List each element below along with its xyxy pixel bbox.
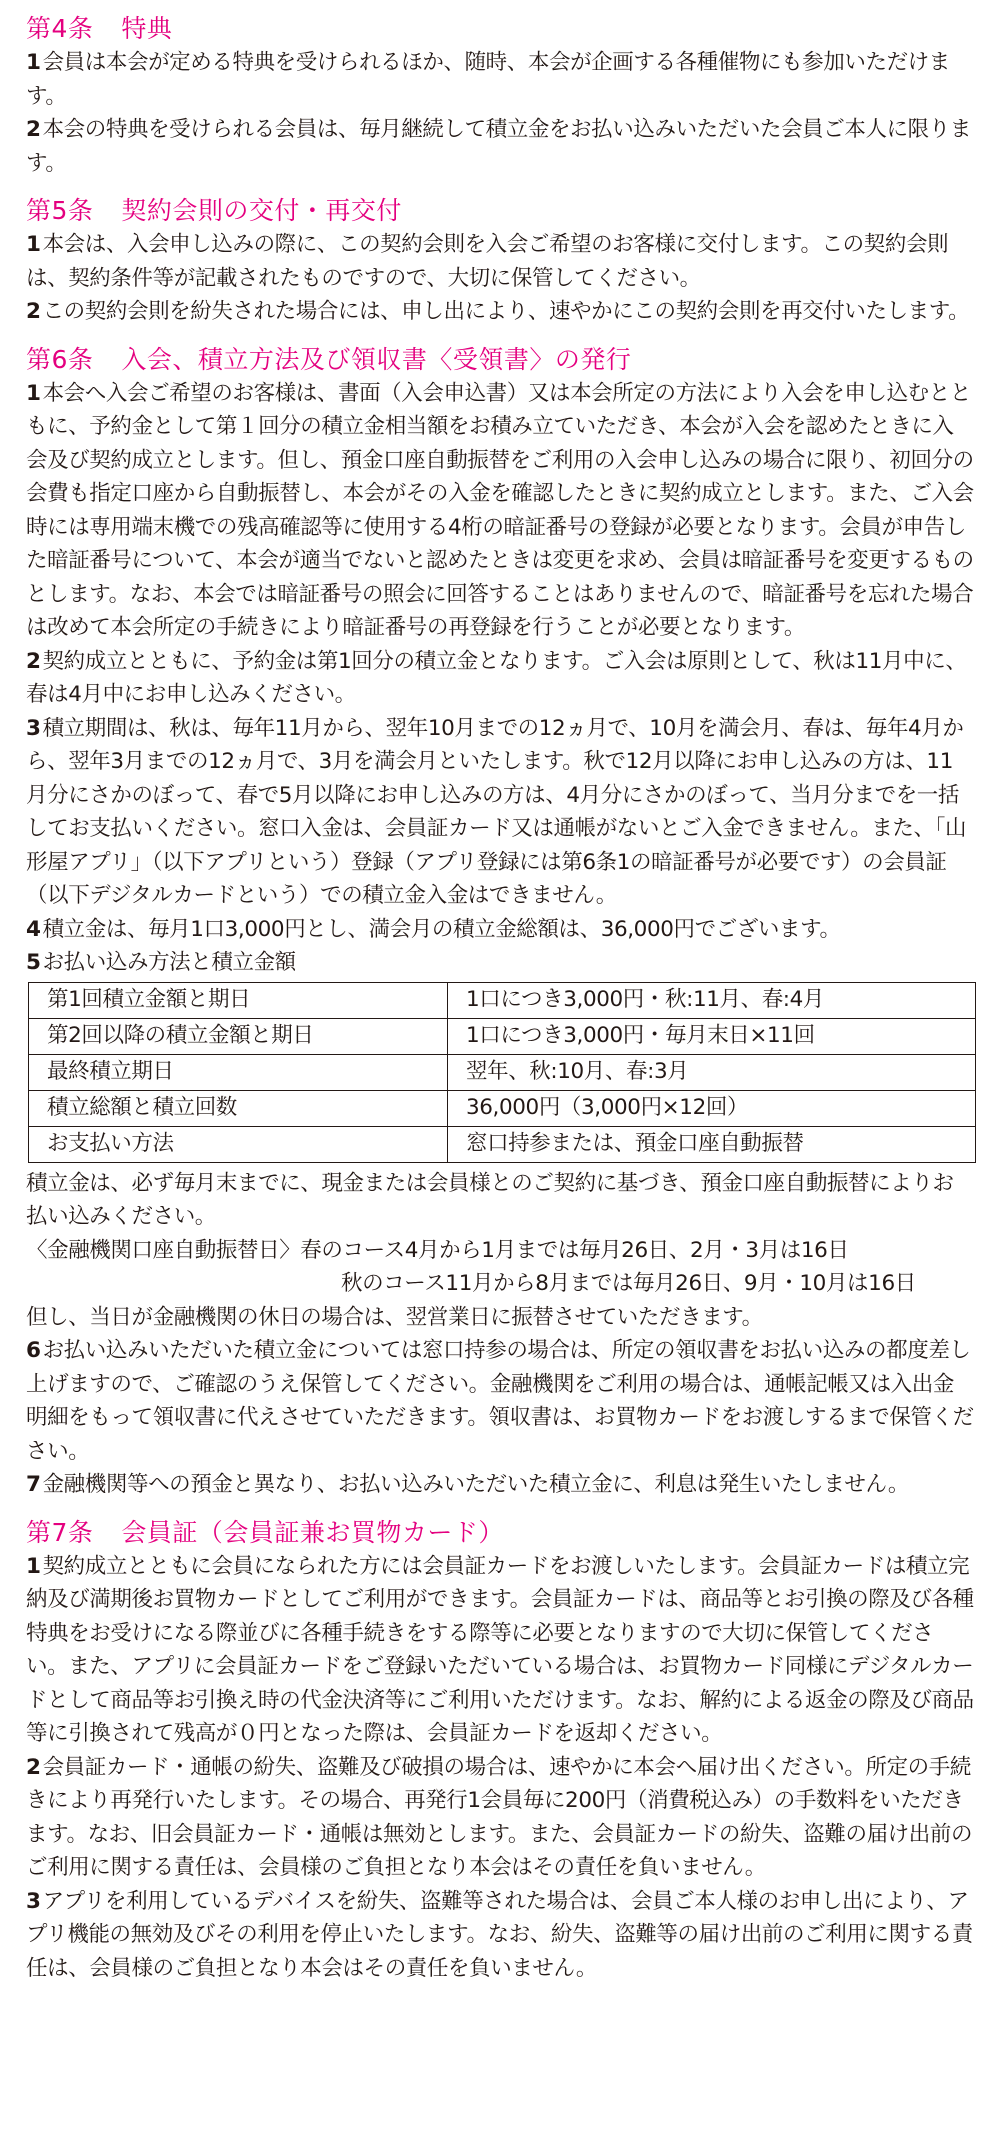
table-value: 36,000円（3,000円×12回） [448,1090,976,1126]
article-6-para-4: 4積立金は、毎月1口3,000円とし、満会月の積立金総額は、36,000円でございます。 [26,916,841,942]
payment-table [28,982,976,1163]
table-label: 第2回以降の積立金額と期日 [29,1018,448,1054]
article-6-para-7: 7金融機関等への預金と異なり、お払い込みいただいた積立金に、利息は発生いたしません。 [26,1472,909,1497]
article-4-para-2: 2本会の特典を受けられる会員は、毎月継続して積立金をお払い込みいただいた会員ご本人に限ります。 [26,117,971,176]
debit-schedule-autumn: 秋のコース11月から8月までは毎月26日、9月・10月は16日 [341,1271,916,1296]
article-7-title: 第7条 会員証（会員証兼お買物カード） [26,1517,504,1547]
table-value: 1口につき3,000円・毎月末日×11回 [448,1018,976,1054]
article-6 [26,343,974,1502]
article-4 [26,12,974,180]
table-label: 最終積立期日 [29,1054,448,1090]
article-5 [26,194,974,329]
debit-schedule-note: 但し、当日が金融機関の休日の場合は、翌営業日に振替させていただきます。 [26,1304,763,1330]
article-6-para-1: 1本会へ入会ご希望のお客様は、書面（入会申込書）又は本会所定の方法により入会を申し込むとともに、予約金として第１回分の積立金相当額をお積み立ていただき、本会が入会を認めたときに入会及び契約成立とします。但し、預金口座自動振替をご利用の入会申し込みの場合に限り、初回分の会費も指定口座から自動振替し、本会がその入金を確認したときに契約成立とします。また、ご入会時には専用端末機での残高確認等に使用する4桁の暗証番号の登録が必要となります。会員が申告した暗証番号について、本会が適当でないと認めたときは変更を求め、会員は暗証番号を変更するものとします。なお、本会では暗証番号の照会に回答することはありませんので、暗証番号を忘れた場合は改めて本会所定の手続きにより暗証番号の再登録を行うことが必要となります。 [26,380,974,640]
article-4-title: 第4条 特典 [26,14,173,43]
table-value: 1口につき3,000円・秋:11月、春:4月 [448,982,976,1018]
table-row [29,1126,976,1162]
table-label: お支払い方法 [29,1126,448,1162]
debit-schedule-spring: 〈金融機関口座自動振替日〉春のコース4月から1月までは毎月26日、2月・3月は16日 [26,1237,849,1263]
article-6-para-2: 2契約成立とともに、予約金は第1回分の積立金となります。ご入会は原則として、秋は11月中に、春は4月中にお申し込みください。 [26,648,967,707]
article-6-para-5: 5お払い込み方法と積立金額 [26,950,296,975]
article-7-para-1: 1契約成立とともに会員になられた方には会員証カードをお渡しいたします。会員証カードは積立完納及び満期後お買物カードとしてご利用ができます。会員証カードは、商品等とお引換の際及び各種特典をお受けになる際並びに各種手続きをする際等に必要となりますので大切に保管してください。また、アプリに会員証カードをご登録いただいている場合は、お買物カード同様にデジタルカードとして商品等お引換え時の代金決済等にご利用いただけます。なお、解約による返金の際及び商品等に引換されて残高が０円となった際は、会員証カードを返却ください。 [26,1553,974,1746]
article-6-para-3: 3積立期間は、秋は、毎年11月から、翌年10月までの12ヵ月で、10月を満会月、春は、毎年4月から、翌年3月までの12ヵ月で、3月を満会月といたします。秋で12月以降にお申し込みの方は、11月分にさかのぼって、春で5月以降にお申し込みの方は、4月分にさかのぼって、当月分までを一括してお支払いください。窓口入金は、会員証カード又は通帳がないとご入金できません。また、「山形屋アプリ」（以下アプリという）登録（アプリ登録には第6条1の暗証番号が必要です）の会員証（以下デジタルカードという）での積立金入金はできません。 [26,715,967,908]
article-5-title: 第5条 契約会則の交付・再交付 [26,196,402,225]
article-5-para-1: 1本会は、入会申し込みの際に、この契約会則を入会ご希望のお客様に交付します。この契約会則は、契約条件等が記載されたものですので、大切に保管してください。 [26,232,949,291]
table-value: 翌年、秋:10月、春:3月 [448,1054,976,1090]
article-6-after-table: 積立金は、必ず毎月末までに、現金または会員様とのご契約に基づき、預金口座自動振替によりお払い込みください。 [26,1170,954,1229]
article-7-para-2: 2会員証カード・通帳の紛失、盗難及び破損の場合は、速やかに本会へ届け出ください。所定の手続きにより再発行いたします。その場合、再発行1会員毎に200円（消費税込み）の手数料をいただきます。なお、旧会員証カード・通帳は無効とします。また、会員証カードの紛失、盗難の届け出前のご利用に関する責任は、会員様のご負担となり本会はその責任を負いません。 [26,1754,973,1880]
article-6-title: 第6条 入会、積立方法及び領収書〈受領書〉の発行 [26,344,632,374]
table-row [29,982,976,1018]
article-6-para-6: 6お払い込みいただいた積立金については窓口持参の場合は、所定の領収書をお払い込みの都度差し上げますので、ご確認のうえ保管してください。金融機関をご利用の場合は、通帳記帳又は入出金明細をもって領収書に代えさせていただきます。領収書は、お買物カードをお渡しするまで保管ください。 [26,1338,974,1464]
article-7 [26,1516,974,1986]
article-4-para-1: 1会員は本会が定める特典を受けられるほか、随時、本会が企画する各種催物にも参加いただけます。 [26,50,950,109]
table-label: 第1回積立金額と期日 [29,982,448,1018]
table-row [29,1018,976,1054]
table-label: 積立総額と積立回数 [29,1090,448,1126]
article-7-para-3: 3アプリを利用しているデバイスを紛失、盗難等された場合は、会員ご本人様のお申し出により、アプリ機能の無効及びその利用を停止いたします。なお、紛失、盗難等の届け出前のご利用に関する責任は、会員様のご負担となり本会はその責任を負いません。 [26,1888,973,1981]
table-row [29,1054,976,1090]
table-row [29,1090,976,1126]
article-5-para-2: 2この契約会則を紛失された場合には、申し出により、速やかにこの契約会則を再交付いたします。 [26,299,970,324]
debit-schedule [26,1234,974,1335]
table-value: 窓口持参または、預金口座自動振替 [448,1126,976,1162]
